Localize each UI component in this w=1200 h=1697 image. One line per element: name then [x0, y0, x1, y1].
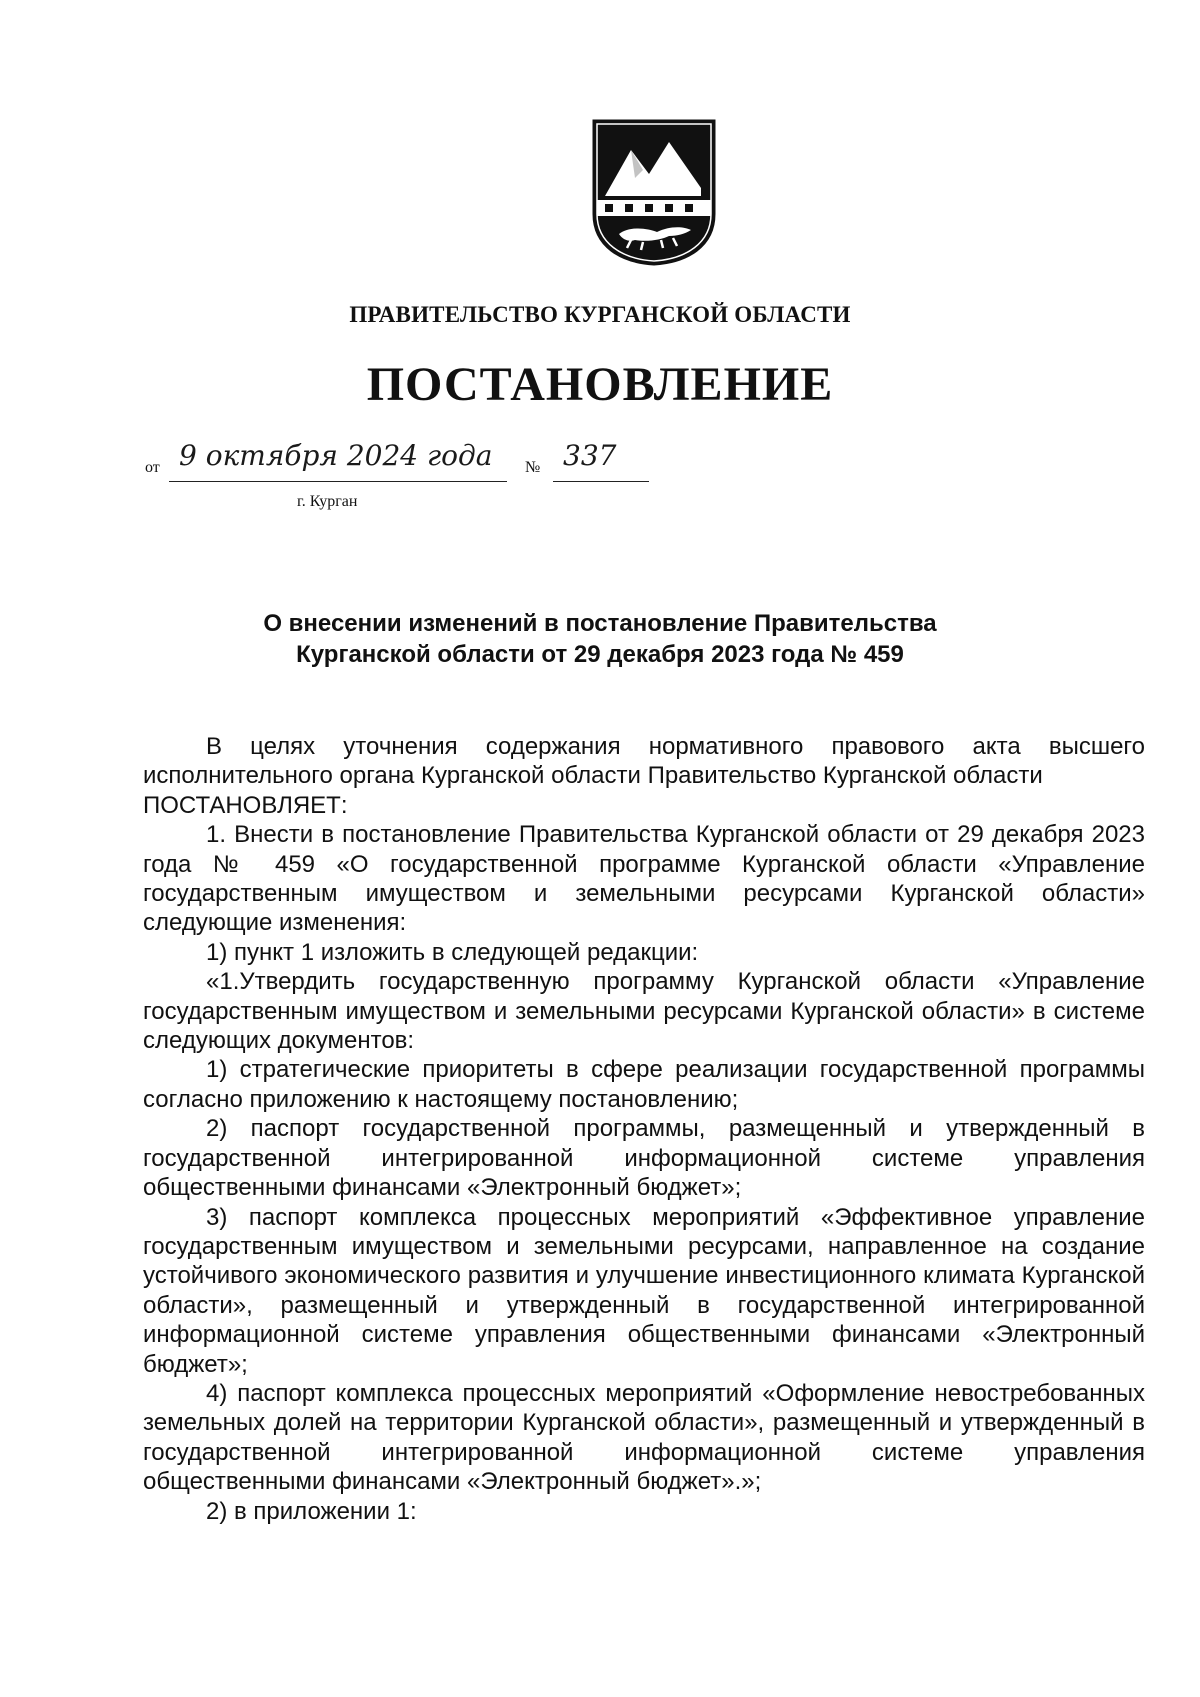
- document-title: [0, 608, 1200, 670]
- paragraph-new-item-1: «1.Утвердить государственную программу Курганской области «Управление государственным имуществом и земельными ресурсами Курганской области» в системе следующих документов:: [143, 968, 1145, 1055]
- number-prefix: №: [525, 459, 541, 476]
- paragraph-preamble: В целях уточнения содержания нормативного правового акта высшего исполнительного органа Курганской области Правительство Курганской области: [143, 733, 1145, 790]
- paragraph-subitem-2: 2) в приложении 1:: [206, 1497, 417, 1525]
- paragraph-subitem-1: 1) пункт 1 изложить в следующей редакции:: [206, 938, 699, 966]
- handwritten-number: 337: [563, 439, 617, 472]
- paragraph-process-complex-1: 3) паспорт комплекса процессных мероприятий «Эффективное управление государственным имуществом и земельными ресурсами, направленное на создание устойчивого экономического развития и улучшение инвестиционного климата Курганской области», размещенный и утвержденный в государственной интегрированной информационной системе управления общественными финансами «Электронный бюджет»;: [143, 1203, 1145, 1378]
- date-underline: [169, 481, 507, 482]
- paragraph-process-complex-2: 4) паспорт комплекса процессных мероприятий «Оформление невостребованных земельных долей на территории Курганской области», размещенный и утвержденный в государственной интегрированной информационной системе управления общественными финансами «Электронный бюджет».»;: [143, 1379, 1145, 1496]
- document-body: [143, 732, 1145, 1526]
- number-underline: [553, 481, 649, 482]
- date-number-line: [145, 439, 665, 485]
- issuing-authority: ПРАВИТЕЛЬСТВО КУРГАНСКОЙ ОБЛАСТИ: [349, 302, 851, 327]
- document-type: ПОСТАНОВЛЕНИЕ: [366, 358, 834, 411]
- document-title-line-1: О внесении изменений в постановление Правительства: [263, 610, 937, 637]
- paragraph-program-passport: 2) паспорт государственной программы, размещенный и утвержденный в государственной интегрированной информационной системе управления общественными финансами «Электронный бюджет»;: [143, 1115, 1145, 1202]
- city: г. Курган: [297, 493, 358, 510]
- handwritten-date: 9 октября 2024 года: [179, 439, 493, 472]
- paragraph-item-1: 1. Внести в постановление Правительства Курганской области от 29 декабря 2023 года № 459 «О государственной программе Курганской области «Управление государственным имуществом и земельными ресурсами Курганской области» следующие изменения:: [143, 821, 1145, 937]
- paragraph-strategic-priorities: 1) стратегические приоритеты в сфере реализации государственной программы согласно приложению к настоящему постановлению;: [143, 1056, 1145, 1113]
- date-prefix: от: [145, 459, 160, 476]
- paragraph-resolves: ПОСТАНОВЛЯЕТ:: [143, 791, 348, 819]
- document-title-line-2: Курганской области от 29 декабря 2023 года № 459: [296, 641, 904, 668]
- coat-of-arms-emblem: [591, 118, 717, 266]
